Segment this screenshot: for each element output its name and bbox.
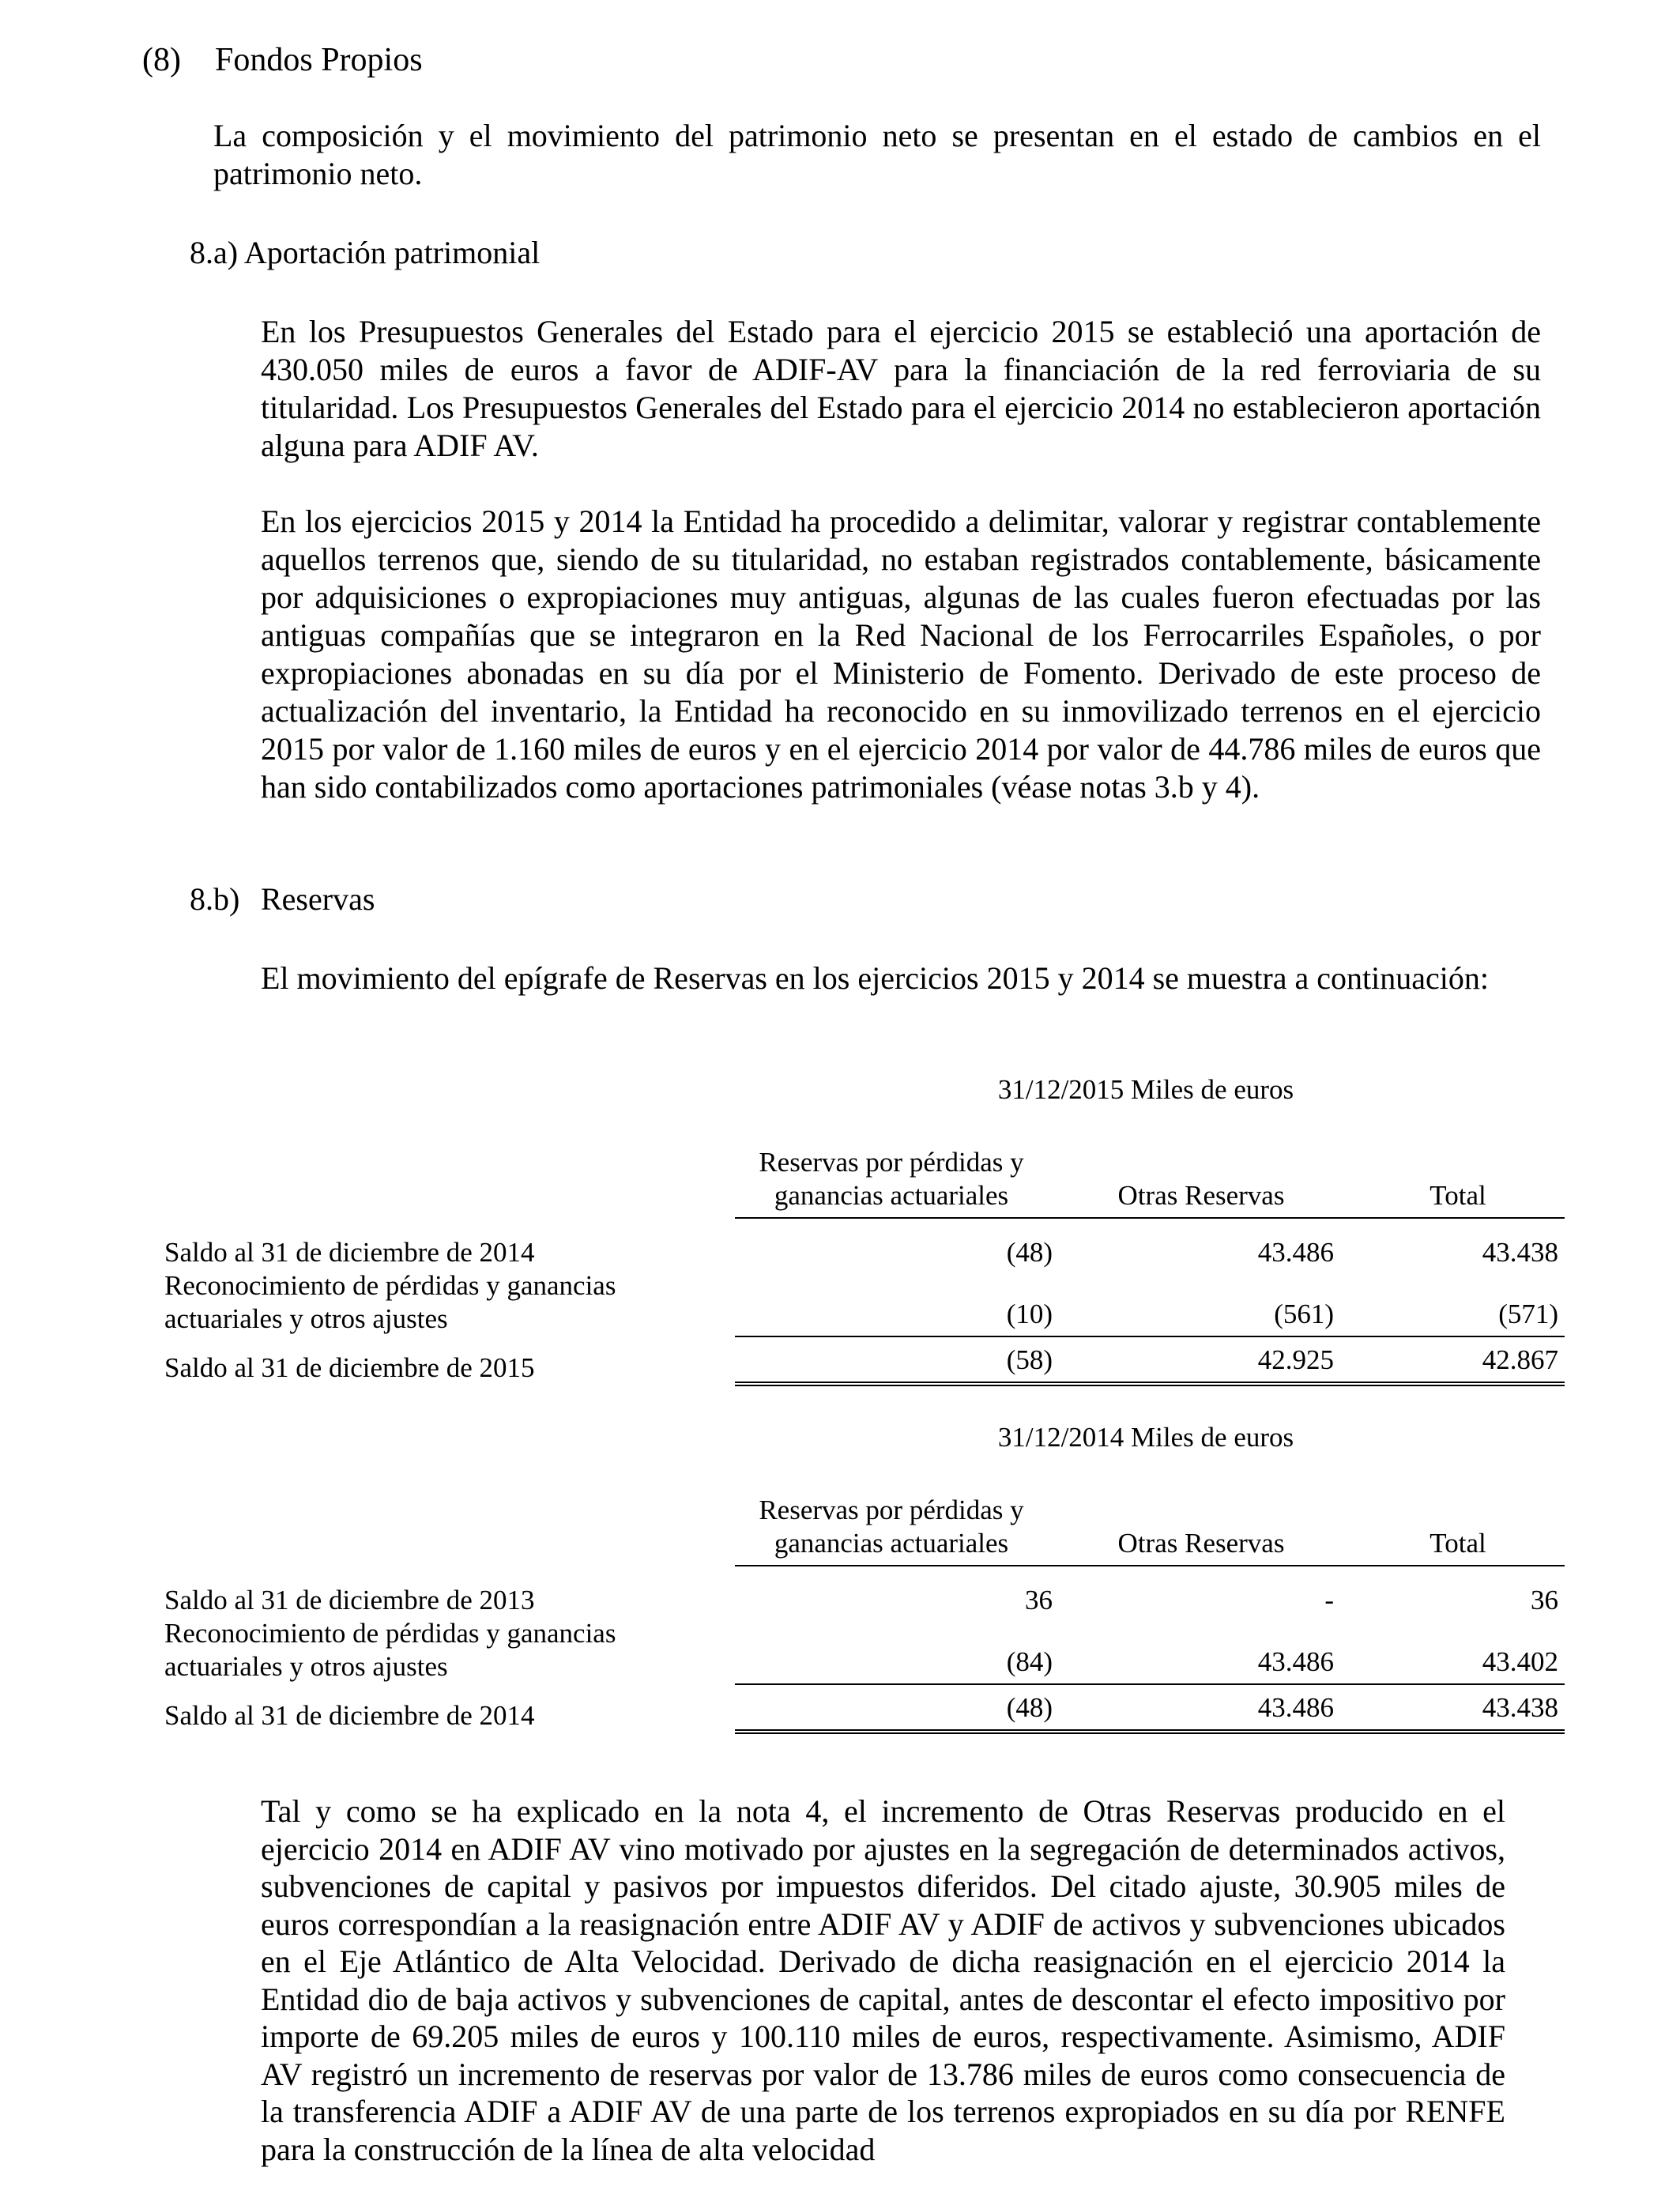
- cell-value: 36: [1025, 1585, 1053, 1615]
- subtotal-rule: [735, 1336, 1565, 1337]
- cell-value: 42.925: [1257, 1344, 1334, 1375]
- cell-value: (48): [1006, 1692, 1053, 1723]
- cell-value: (84): [1006, 1646, 1053, 1677]
- column-header-total: Total: [1430, 1528, 1486, 1559]
- column-header-actuarial: [733, 1146, 1049, 1212]
- column-header-other-reserves: Otras Reservas: [1117, 1528, 1285, 1559]
- row-label: Reconocimiento de pérdidas y ganancias: [164, 1270, 616, 1301]
- cell-value: 42.867: [1482, 1344, 1558, 1375]
- cell-value: (561): [1274, 1299, 1334, 1329]
- subsection-a-paragraph-1: En los Presupuestos Generales del Estado para el ejercicio 2015 se estableció una aportación de 430.050 miles de euros a favor de ADIF-AV para la financiación de la red ferroviaria de su titularidad. Los Presupuestos Generales del Estado para el ejercicio 2014 no establecieron aportación alguna para ADIF AV.: [261, 314, 1541, 463]
- subsection-a-heading: 8.a) Aportación patrimonial: [190, 235, 541, 270]
- column-header-actuarial: [733, 1494, 1049, 1560]
- table-title: 31/12/2014 Miles de euros: [997, 1422, 1294, 1453]
- column-header-line: ganancias actuariales: [774, 1180, 1009, 1211]
- subsection-b-number: 8.b): [190, 881, 240, 917]
- cell-value: (58): [1006, 1344, 1053, 1375]
- subsection-b-paragraph-1: El movimiento del epígrafe de Reservas en los ejercicios 2015 y 2014 se muestra a continuación:: [261, 960, 1489, 996]
- total-double-rule: [735, 1382, 1565, 1386]
- table-title: 31/12/2015 Miles de euros: [997, 1074, 1294, 1105]
- cell-value: -: [1324, 1585, 1334, 1615]
- cell-value: 36: [1531, 1585, 1558, 1615]
- row-label: actuariales y otros ajustes: [164, 1651, 448, 1682]
- intro-paragraph: La composición y el movimiento del patrimonio neto se presentan en el estado de cambios en el patrimonio neto.: [213, 118, 1541, 191]
- column-header-other-reserves: Otras Reservas: [1117, 1180, 1285, 1211]
- cell-value: 43.402: [1482, 1646, 1558, 1677]
- cell-value: 43.486: [1257, 1237, 1334, 1268]
- row-label: Reconocimiento de pérdidas y ganancias: [164, 1618, 616, 1649]
- total-double-rule: [735, 1729, 1565, 1734]
- cell-value: 43.486: [1257, 1692, 1334, 1723]
- header-rule: [735, 1565, 1565, 1566]
- subsection-b-title: Reservas: [261, 881, 375, 917]
- subsection-b-heading: [190, 880, 375, 918]
- cell-value: 43.486: [1257, 1646, 1334, 1677]
- section-number: (8): [142, 42, 181, 78]
- row-label: Saldo al 31 de diciembre de 2014: [164, 1700, 535, 1731]
- section-title: Fondos Propios: [215, 42, 423, 78]
- row-label: Saldo al 31 de diciembre de 2013: [164, 1585, 535, 1615]
- row-label: Saldo al 31 de diciembre de 2014: [164, 1237, 535, 1268]
- cell-value: (571): [1498, 1299, 1558, 1329]
- column-header-line: Reservas por pérdidas y: [759, 1147, 1024, 1178]
- header-rule: [735, 1217, 1565, 1219]
- cell-value: (48): [1006, 1237, 1053, 1268]
- column-header-total: Total: [1430, 1180, 1486, 1211]
- subsection-a-paragraph-2: En los ejercicios 2015 y 2014 la Entidad ha procedido a delimitar, valorar y registrar contablemente aquellos terrenos que, siendo de su titularidad, no estaban registrados contablemente, básicamente por adquisiciones o expropiaciones muy antiguas, algunas de las cuales fueron efectuadas por las antiguas compañías que se integraron en la Red Nacional de los Ferrocarriles Españoles, o por expropiaciones abonadas en su día por el Ministerio de Fomento. Derivado de este proceso de actualización del inventario, la Entidad ha reconocido en su inmovilizado terrenos en el ejercicio 2015 por valor de 1.160 miles de euros y en el ejercicio 2014 por valor de 44.786 miles de euros que han sido contabilizados como aportaciones patrimoniales (véase notas 3.b y 4).: [261, 503, 1541, 805]
- section-heading: [142, 40, 423, 81]
- column-header-line: Reservas por pérdidas y: [759, 1495, 1024, 1525]
- column-header-line: ganancias actuariales: [774, 1528, 1009, 1559]
- cell-value: 43.438: [1482, 1692, 1558, 1723]
- subtotal-rule: [735, 1683, 1565, 1685]
- closing-paragraph: Tal y como se ha explicado en la nota 4, el incremento de Otras Reservas producido en el ejercicio 2014 en ADIF AV vino motivado por ajustes en la segregación de determinados activos, subvenciones de capital y pasivos por impuestos diferidos. Del citado ajuste, 30.905 miles de euros correspondían a la reasignación entre ADIF AV y ADIF de activos y subvenciones ubicados en el Eje Atlántico de Alta Velocidad. Derivado de dicha reasignación en el ejercicio 2014 la Entidad dio de baja activos y subvenciones de capital, antes de descontar el efecto impositivo por importe de 69.205 miles de euros y 100.110 miles de euros, respectivamente. Asimismo, ADIF AV registró un incremento de reservas por valor de 13.786 miles de euros como consecuencia de la transferencia ADIF a ADIF AV de una parte de los terrenos expropiados en su día por RENFE para la construcción de la línea de alta velocidad: [261, 1793, 1505, 2167]
- row-label: actuariales y otros ajustes: [164, 1303, 448, 1334]
- row-label: Saldo al 31 de diciembre de 2015: [164, 1352, 535, 1383]
- cell-value: 43.438: [1482, 1237, 1558, 1268]
- cell-value: (10): [1006, 1299, 1053, 1329]
